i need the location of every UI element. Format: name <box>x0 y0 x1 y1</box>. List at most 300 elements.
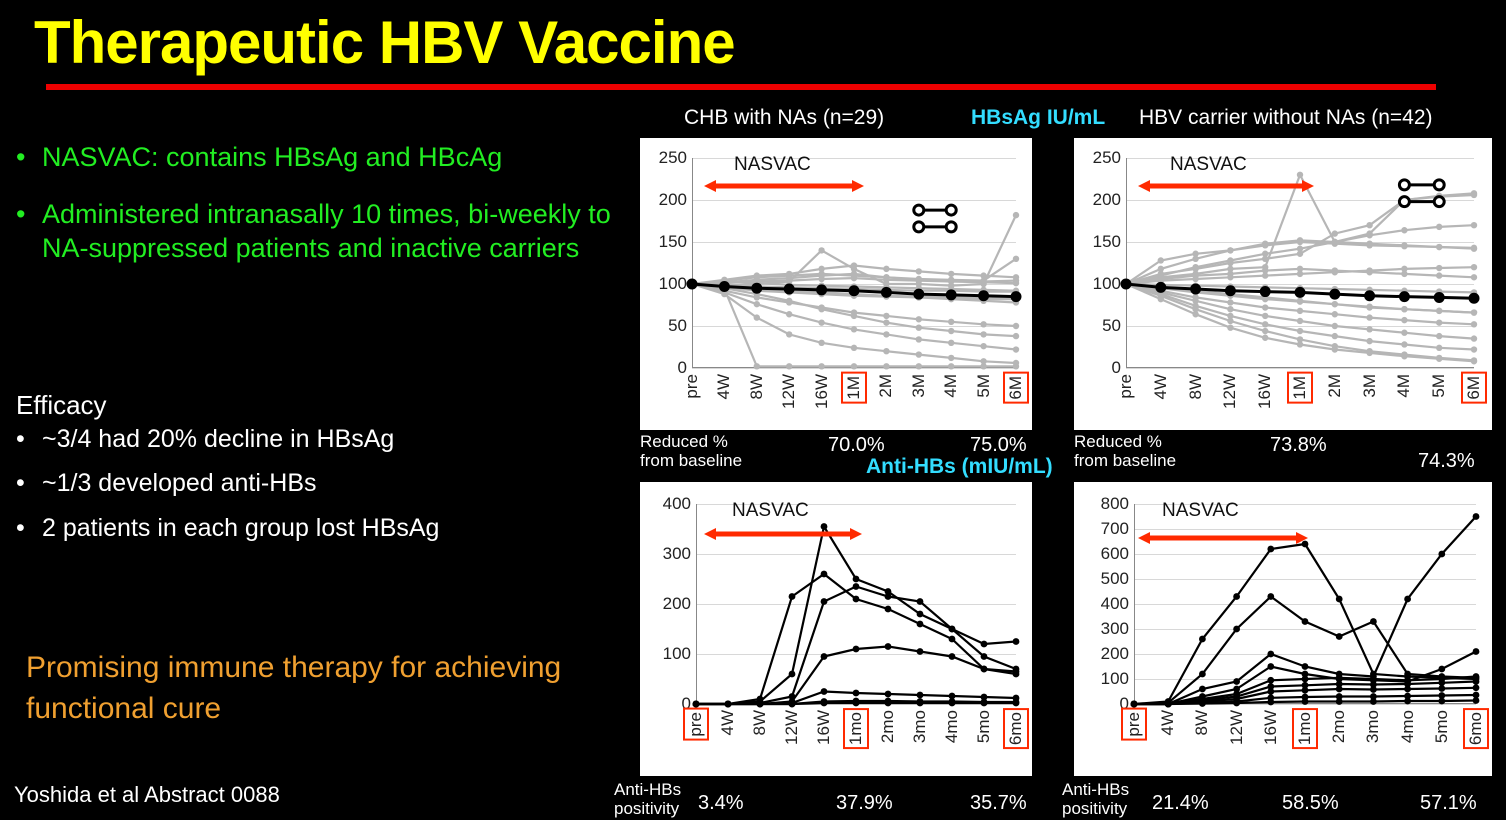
data-point <box>1332 311 1338 317</box>
data-point <box>1436 333 1442 339</box>
conclusion-text: Promising immune therapy for achieving functional cure <box>26 651 562 725</box>
efficacy-text: ~3/4 had 20% decline in HBsAg <box>42 425 395 453</box>
data-point <box>1471 357 1477 363</box>
data-point <box>1370 686 1377 693</box>
data-point <box>948 328 954 334</box>
data-point <box>1332 239 1338 245</box>
data-point <box>757 701 764 708</box>
data-point <box>883 266 889 272</box>
x-axis-tick: 4M <box>941 374 961 398</box>
data-point <box>1436 244 1442 250</box>
x-axis-tick: 6mo <box>1466 712 1485 746</box>
reduced-pct-right-1m: 73.8% <box>1270 434 1327 456</box>
data-point <box>1262 313 1268 319</box>
data-point <box>981 666 988 673</box>
data-point <box>789 671 796 678</box>
data-point <box>1336 686 1343 693</box>
data-point <box>1401 330 1407 336</box>
data-point <box>1366 348 1372 354</box>
y-axis-tick: 50 <box>1102 316 1121 335</box>
nasvac-arrow <box>1138 178 1314 194</box>
data-point <box>1473 697 1480 704</box>
data-point <box>1013 671 1020 678</box>
plot-area <box>640 482 1032 776</box>
efficacy-list <box>16 424 636 557</box>
bullet-list <box>16 140 636 288</box>
data-point <box>1401 306 1407 312</box>
data-point <box>1471 245 1477 251</box>
y-axis-tick: 250 <box>1092 148 1121 167</box>
data-point <box>1192 272 1198 278</box>
x-axis-tick: 8W <box>1192 710 1212 736</box>
data-point <box>1262 251 1268 257</box>
x-axis-tick: 4W <box>718 710 737 736</box>
data-point <box>851 275 857 281</box>
data-point <box>853 690 860 697</box>
data-point <box>1297 308 1303 314</box>
data-point <box>1227 271 1233 277</box>
x-axis-tick: 4W <box>1158 710 1178 736</box>
data-point <box>949 700 956 707</box>
data-point <box>981 653 988 660</box>
data-point <box>1302 676 1309 683</box>
data-point <box>1199 671 1206 678</box>
data-point <box>821 700 828 707</box>
y-axis-tick: 250 <box>658 148 687 167</box>
y-axis-tick: 0 <box>1111 358 1121 377</box>
y-axis-tick: 200 <box>1100 644 1129 663</box>
chart-panel-top-right <box>1074 138 1492 430</box>
data-point <box>885 606 892 613</box>
x-axis-tick: 16W <box>1260 710 1280 745</box>
data-point <box>816 284 827 295</box>
x-axis-tick: 2M <box>876 374 896 398</box>
data-point <box>980 321 986 327</box>
data-point <box>1233 700 1240 707</box>
reduced-label-left-l1: Reduced % <box>640 432 728 451</box>
data-point <box>980 343 986 349</box>
antihbs-units-label: Anti-HBs (mIU/mL) <box>866 455 1053 478</box>
positivity-pct-right-pre: 21.4% <box>1152 792 1209 814</box>
data-point <box>1471 274 1477 280</box>
data-point <box>1332 301 1338 307</box>
positivity-label-right-l1: Anti-HBs <box>1062 780 1130 799</box>
data-point <box>981 641 988 648</box>
data-point <box>881 287 892 298</box>
data-point <box>1471 264 1477 270</box>
data-point <box>1366 232 1372 238</box>
nasvac-arrow <box>1138 530 1308 546</box>
data-point <box>1297 318 1303 324</box>
y-axis-tick: 600 <box>1100 544 1129 563</box>
data-point <box>1399 291 1410 302</box>
x-axis-tick: 1M <box>844 376 863 400</box>
y-axis-tick: 100 <box>662 644 691 663</box>
data-point <box>687 279 698 290</box>
data-point <box>1199 686 1206 693</box>
data-point <box>1158 293 1164 299</box>
x-axis-tick: 5M <box>973 374 993 398</box>
data-point <box>1262 328 1268 334</box>
y-axis-tick: 300 <box>1100 619 1129 638</box>
data-point <box>1471 222 1477 228</box>
data-point <box>1199 700 1206 707</box>
data-point <box>789 593 796 600</box>
x-axis-tick: 8W <box>750 710 769 736</box>
data-point <box>1262 267 1268 273</box>
data-point <box>1329 289 1340 300</box>
highlight-pair <box>1399 180 1444 190</box>
data-point <box>851 262 857 268</box>
data-point <box>1233 626 1240 633</box>
data-point <box>916 277 922 283</box>
x-axis-tick: 4W <box>714 374 734 400</box>
data-line <box>696 574 1016 704</box>
data-point <box>851 326 857 332</box>
x-axis-tick: pre <box>1116 374 1135 399</box>
chart-panel-bottom-right <box>1074 482 1492 776</box>
data-point <box>818 340 824 346</box>
data-point <box>1297 328 1303 334</box>
data-point <box>786 363 792 369</box>
x-axis-tick: 12W <box>779 374 799 409</box>
data-point <box>1227 257 1233 263</box>
x-axis-tick: 12W <box>782 710 801 745</box>
data-point <box>1013 256 1019 262</box>
data-point <box>818 306 824 312</box>
data-point <box>818 247 824 253</box>
data-point <box>1013 280 1019 286</box>
data-point <box>853 576 860 583</box>
data-point <box>786 298 792 304</box>
data-point <box>948 271 954 277</box>
data-point <box>849 285 860 296</box>
data-point <box>1302 687 1309 694</box>
x-axis-tick: pre <box>1124 712 1143 737</box>
data-point <box>913 289 924 300</box>
data-point <box>1436 319 1442 325</box>
data-point <box>949 626 956 633</box>
data-point <box>786 277 792 283</box>
data-point <box>1227 299 1233 305</box>
data-point <box>1471 309 1477 315</box>
y-axis-tick: 150 <box>658 232 687 251</box>
data-point <box>786 311 792 317</box>
y-axis-tick: 400 <box>662 494 691 513</box>
data-point <box>1013 274 1019 280</box>
data-point <box>1332 333 1338 339</box>
data-point <box>818 319 824 325</box>
data-point <box>1227 306 1233 312</box>
data-point <box>1366 326 1372 332</box>
data-point <box>917 598 924 605</box>
data-point <box>1297 239 1303 245</box>
bullet-marker: • <box>16 469 25 498</box>
data-point <box>1436 265 1442 271</box>
data-point <box>1366 222 1372 228</box>
nasvac-arrow <box>704 178 864 194</box>
data-point <box>980 363 986 369</box>
data-point <box>949 653 956 660</box>
x-axis-tick: 4mo <box>1397 710 1417 744</box>
data-point <box>1401 243 1407 249</box>
reduced-label-right-l2: from baseline <box>1074 451 1177 471</box>
data-point <box>1366 269 1372 275</box>
data-point <box>1267 699 1274 706</box>
y-axis-tick: 100 <box>658 274 687 293</box>
efficacy-heading: Efficacy <box>16 390 107 420</box>
data-point <box>1401 351 1407 357</box>
y-axis-tick: 0 <box>677 358 687 377</box>
y-axis-tick: 100 <box>1100 669 1129 688</box>
data-point <box>821 571 828 578</box>
x-axis-tick: 2mo <box>878 710 897 744</box>
bullet-text: NASVAC: contains HBsAg and HBcAg <box>42 142 503 172</box>
data-point <box>948 355 954 361</box>
data-point <box>1473 648 1480 655</box>
positivity-pct-right-6mo: 57.1% <box>1420 792 1477 814</box>
x-axis-tick: 6M <box>1006 376 1025 400</box>
data-point <box>853 596 860 603</box>
list-item <box>16 197 636 266</box>
nasvac-label: NASVAC <box>734 154 811 175</box>
x-axis-tick: 1mo <box>846 712 865 746</box>
data-point <box>1267 651 1274 658</box>
x-axis-tick: 3mo <box>910 710 929 744</box>
data-point <box>916 268 922 274</box>
bullet-marker: • <box>16 513 25 542</box>
chart-panel-top-left <box>640 138 1032 430</box>
data-point <box>693 701 700 708</box>
data-point <box>818 276 824 282</box>
data-point <box>1473 513 1480 520</box>
data-point <box>1401 227 1407 233</box>
data-point <box>885 593 892 600</box>
data-point <box>1471 346 1477 352</box>
x-axis-tick: 16W <box>814 710 833 745</box>
x-axis-tick: 6mo <box>1006 712 1025 746</box>
y-axis-tick: 700 <box>1100 519 1129 538</box>
data-point <box>1165 701 1172 708</box>
data-point <box>851 345 857 351</box>
data-point <box>853 646 860 653</box>
x-axis-tick: 3M <box>1359 374 1379 398</box>
data-point <box>978 290 989 301</box>
y-axis-tick: 0 <box>681 694 691 713</box>
data-point <box>1401 271 1407 277</box>
data-point <box>1336 674 1343 681</box>
positivity-pct-right-1mo: 58.5% <box>1282 792 1339 814</box>
x-axis-tick: pre <box>686 712 705 737</box>
data-point <box>1332 343 1338 349</box>
data-point <box>1366 242 1372 248</box>
x-axis-tick: 1mo <box>1295 712 1314 746</box>
data-point <box>719 281 730 292</box>
data-point <box>1404 686 1411 693</box>
data-point <box>917 692 924 699</box>
x-axis-tick: 4mo <box>942 710 961 744</box>
list-item <box>16 468 636 499</box>
data-point <box>1267 688 1274 695</box>
x-axis-tick: 8W <box>746 374 766 400</box>
data-point <box>1404 596 1411 603</box>
data-point <box>1404 671 1411 678</box>
highlight-pair <box>914 222 956 232</box>
positivity-pct-left-1mo: 37.9% <box>836 792 893 814</box>
list-item <box>16 424 636 455</box>
x-axis-tick: 1M <box>1290 376 1309 400</box>
bullet-marker: • <box>16 198 26 229</box>
data-point <box>1192 298 1198 304</box>
data-point <box>1366 303 1372 309</box>
data-point <box>1332 323 1338 329</box>
data-point <box>1013 700 1020 707</box>
reduced-pct-right-6m: 74.3% <box>1418 450 1475 472</box>
x-axis-tick: 16W <box>1255 374 1275 409</box>
bullet-text: Administered intranasally 10 times, bi-weekly to NA-suppressed patients and inactive carriers <box>42 198 611 264</box>
data-line <box>696 527 1016 705</box>
data-point <box>1332 230 1338 236</box>
data-point <box>789 701 796 708</box>
data-point <box>1436 224 1442 230</box>
data-point <box>1332 267 1338 273</box>
y-axis-tick: 200 <box>658 190 687 209</box>
data-point <box>980 331 986 337</box>
positivity-label-right-l2: positivity <box>1062 799 1128 819</box>
plot-area <box>640 138 1032 430</box>
nasvac-label: NASVAC <box>732 500 809 521</box>
reduced-label-right-l1: Reduced % <box>1074 432 1162 451</box>
data-point <box>821 653 828 660</box>
data-point <box>1131 701 1138 708</box>
x-axis-tick: 4M <box>1394 374 1414 398</box>
data-point <box>784 284 795 295</box>
data-point <box>1366 338 1372 344</box>
data-point <box>1013 363 1019 369</box>
x-axis-tick: 12W <box>1226 710 1246 745</box>
positivity-label-left-l1: Anti-HBs <box>614 780 682 799</box>
data-point <box>1227 247 1233 253</box>
data-point <box>980 272 986 278</box>
highlight-pair <box>914 205 956 215</box>
data-point <box>1192 264 1198 270</box>
data-point <box>883 313 889 319</box>
title-divider <box>46 84 1436 90</box>
data-point <box>885 691 892 698</box>
positivity-pct-left-6mo: 35.7% <box>970 792 1027 814</box>
data-point <box>1013 333 1019 339</box>
reduced-pct-left-1m: 70.0% <box>828 434 885 456</box>
data-point <box>851 313 857 319</box>
x-axis-tick: 4W <box>1150 374 1170 400</box>
nasvac-label: NASVAC <box>1170 154 1247 175</box>
chart-panel-bottom-left <box>640 482 1032 776</box>
data-point <box>1267 593 1274 600</box>
gridline <box>1126 368 1474 369</box>
data-point <box>1262 242 1268 248</box>
data-point <box>883 348 889 354</box>
nasvac-label: NASVAC <box>1162 500 1239 521</box>
data-point <box>1013 346 1019 352</box>
y-axis-tick: 150 <box>1092 232 1121 251</box>
x-axis-tick: 5mo <box>1431 710 1451 744</box>
data-point <box>946 289 957 300</box>
y-axis-tick: 0 <box>1119 694 1129 713</box>
data-point <box>725 701 732 708</box>
data-point <box>1267 677 1274 684</box>
data-point <box>948 363 954 369</box>
data-point <box>1436 308 1442 314</box>
data-point <box>1267 546 1274 553</box>
data-point <box>916 351 922 357</box>
plot-area <box>1074 482 1492 776</box>
data-point <box>851 363 857 369</box>
data-point <box>786 271 792 277</box>
chart-header-left: CHB with NAs (n=29) <box>684 106 885 129</box>
data-point <box>1336 698 1343 705</box>
citation: Yoshida et al Abstract 0088 <box>14 782 280 807</box>
data-point <box>1297 246 1303 252</box>
data-point <box>1262 304 1268 310</box>
positivity-label-left <box>614 780 681 818</box>
data-point <box>754 272 760 278</box>
data-point <box>754 314 760 320</box>
data-point <box>948 340 954 346</box>
data-point <box>1158 266 1164 272</box>
data-point <box>883 331 889 337</box>
data-point <box>1297 298 1303 304</box>
data-point <box>1192 251 1198 257</box>
data-point <box>1233 678 1240 685</box>
data-point <box>1227 318 1233 324</box>
data-point <box>1302 663 1309 670</box>
data-point <box>1155 282 1166 293</box>
page-title: Therapeutic HBV Vaccine <box>34 9 735 76</box>
x-axis-tick: 2M <box>1324 374 1344 398</box>
data-point <box>949 636 956 643</box>
plot-area <box>1074 138 1492 430</box>
data-point <box>853 583 860 590</box>
data-point <box>1438 698 1445 705</box>
data-point <box>1401 317 1407 323</box>
data-point <box>1297 266 1303 272</box>
x-axis-tick: 3mo <box>1363 710 1383 744</box>
data-point <box>1436 355 1442 361</box>
data-point <box>818 266 824 272</box>
data-point <box>1366 314 1372 320</box>
x-axis-tick: 2mo <box>1329 710 1349 744</box>
data-point <box>1401 341 1407 347</box>
positivity-label-left-l2: positivity <box>614 799 680 819</box>
data-point <box>1302 618 1309 625</box>
data-point <box>917 700 924 707</box>
y-axis-tick: 100 <box>1092 274 1121 293</box>
data-point <box>1471 321 1477 327</box>
data-point <box>916 316 922 322</box>
data-point <box>916 363 922 369</box>
data-point <box>754 363 760 369</box>
positivity-pct-left-pre: 3.4% <box>698 792 744 814</box>
reduced-label-right <box>1074 432 1176 470</box>
data-point <box>1262 321 1268 327</box>
data-point <box>1262 335 1268 341</box>
y-axis-tick: 500 <box>1100 569 1129 588</box>
data-point <box>1225 285 1236 296</box>
data-point <box>1227 324 1233 330</box>
chart-header-right: HBV carrier without NAs (n=42) <box>1139 106 1433 129</box>
data-point <box>981 700 988 707</box>
y-axis-tick: 800 <box>1100 494 1129 513</box>
